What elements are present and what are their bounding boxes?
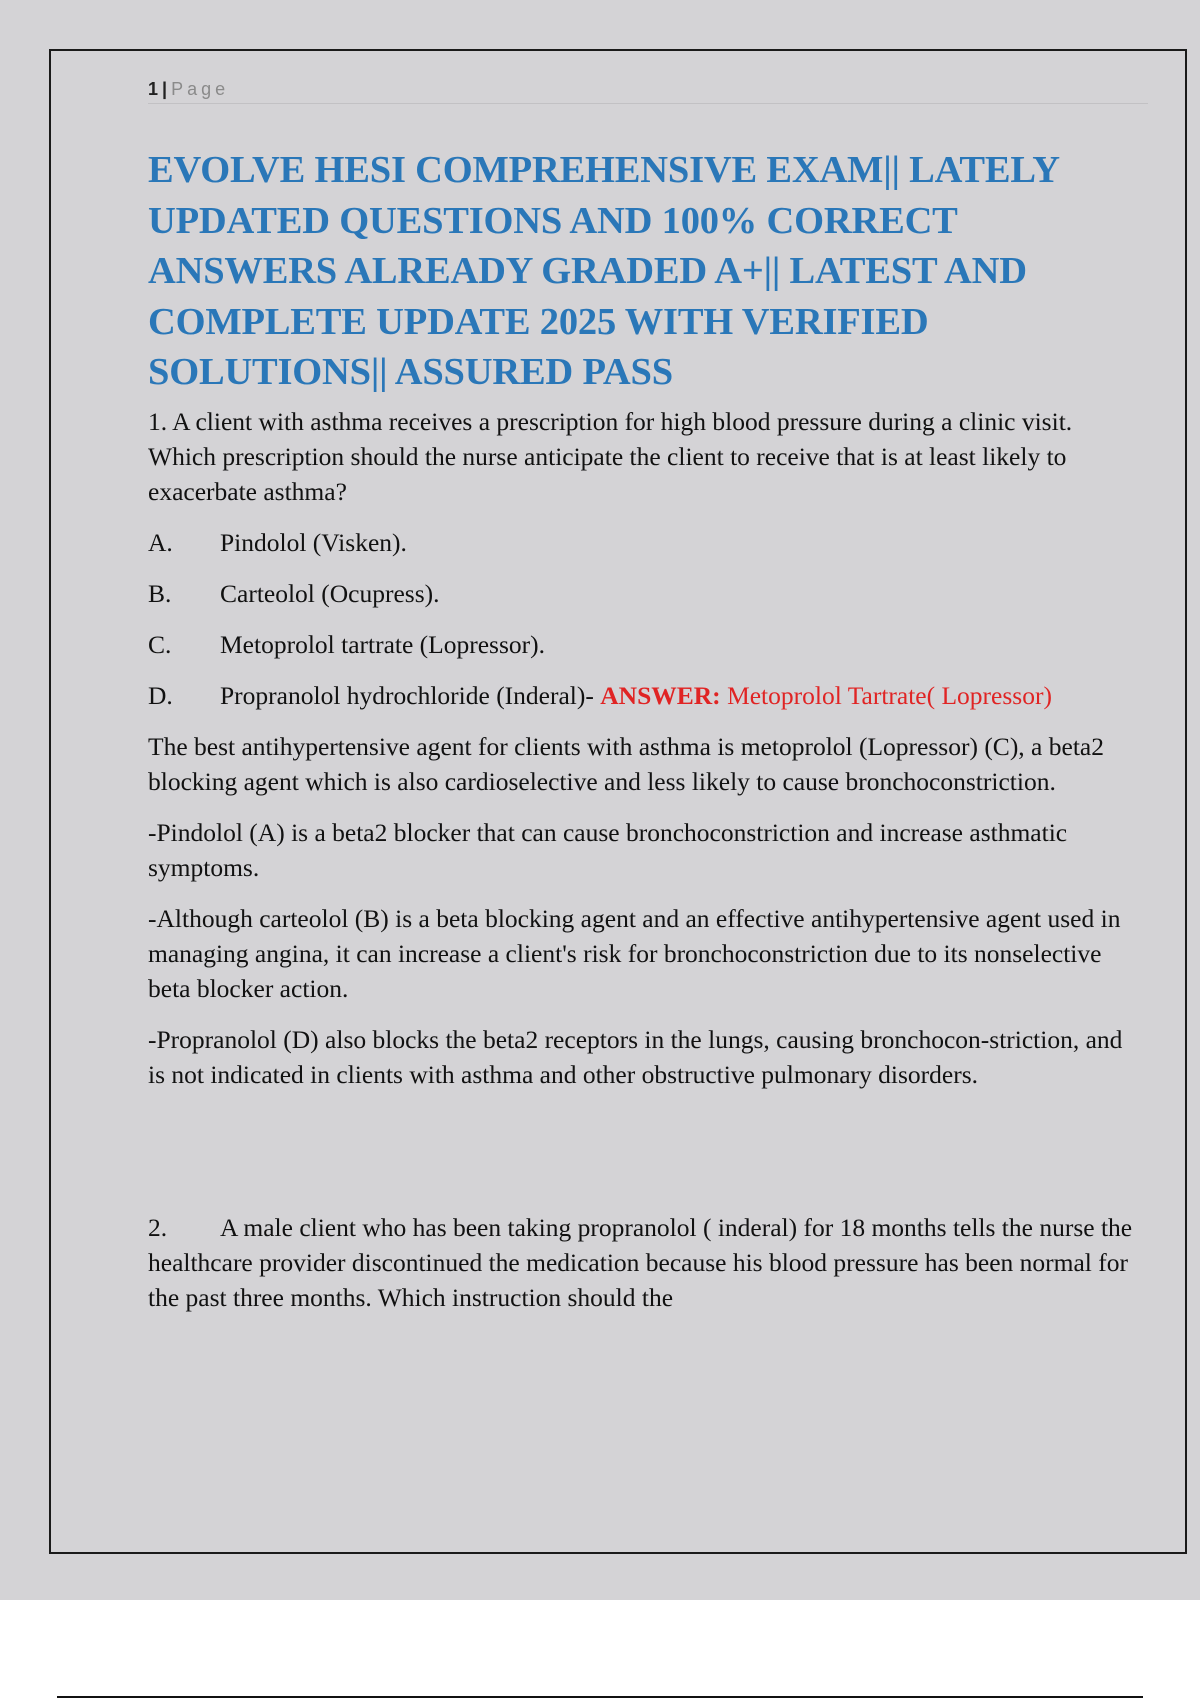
document-title: EVOLVE HESI COMPREHENSIVE EXAM|| LATELY UPDATED QUESTIONS AND 100% CORRECT ANSWERS ALREADY GRADED A+|| LATEST AND COMPLETE UPDATE 2025 WITH VERIFIED SOLUTIONS|| ASSURED PASS — [148, 149, 1059, 393]
question-1-option-b — [148, 576, 1138, 611]
rationale-paragraph: The best antihypertensive agent for clients with asthma is metoprolol (Lopressor) (C), a beta2 blocking agent which is also cardioselective and less likely to cause bronchoconstriction. — [148, 731, 1104, 796]
answer-text: Metoprolol Tartrate( Lopressor) — [720, 680, 1052, 710]
document-content — [148, 145, 1138, 1331]
question-1-option-d — [148, 678, 1138, 713]
page-label: Page — [171, 79, 230, 99]
rationale-paragraph: -Propranolol (D) also blocks the beta2 receptors in the lungs, causing bronchocon-striction, and is not indicated in clients with asthma and other obstructive pulmonary disorders. — [148, 1024, 1123, 1089]
option-text: Propranolol hydrochloride (Inderal)- — [220, 680, 601, 710]
question-2-text — [148, 1210, 1138, 1315]
option-letter: D. — [148, 680, 173, 710]
page-separator: | — [162, 79, 168, 99]
option-text: Carteolol (Ocupress). — [220, 578, 440, 608]
rationale-paragraph: -Although carteolol (B) is a beta blocking agent and an effective antihypertensive agent used in managing angina, it can increase a client's risk for bronchoconstriction due to its nonselective beta blocker action. — [148, 903, 1121, 1003]
question-1-option-a — [148, 525, 1138, 560]
option-letter: A. — [148, 527, 173, 557]
option-letter: C. — [148, 629, 172, 659]
option-text: Metoprolol tartrate (Lopressor). — [220, 629, 546, 659]
question-2-body: A male client who has been taking propranolol ( inderal) for 18 months tells the nurse the healthcare provider discontinued the medication because his blood pressure has been normal for the past three months. Which instruction should the — [148, 1212, 1133, 1312]
document-page — [49, 49, 1187, 1554]
question-number: 2. — [148, 1212, 168, 1242]
answer-label: ANSWER: — [600, 680, 721, 710]
question-1-text: 1. A client with asthma receives a prescription for high blood pressure during a clinic visit. Which prescription should the nurse anticipate the client to receive that is at least likely to exacerbate asthma? — [148, 406, 1073, 506]
rationale-paragraph: -Pindolol (A) is a beta2 blocker that can cause bronchoconstriction and increase asthmatic symptoms. — [148, 817, 1068, 882]
question-1-option-c — [148, 627, 1138, 662]
option-letter: B. — [148, 578, 172, 608]
page-number: 1 — [148, 79, 159, 99]
page-header — [148, 79, 1148, 104]
bottom-divider — [57, 1696, 1143, 1698]
option-text: Pindolol (Visken). — [220, 527, 407, 557]
